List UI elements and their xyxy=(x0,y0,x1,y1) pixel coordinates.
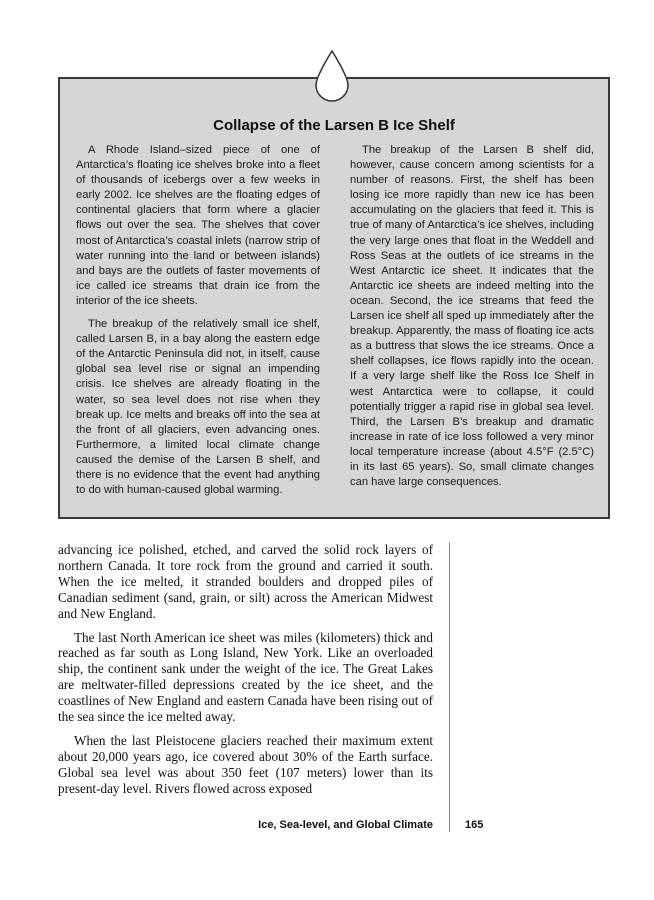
body-paragraph: The last North American ice sheet was miles (kilometers) thick and reached as far south as Long Island, New York. Like an overloaded ship, the continent sank under the weight of the ice. The Great Lakes are meltwater-filled depressions created by the ice sheet, and the coastlines of New England and eastern Canada have been rising out of the sea since the ice melted away. xyxy=(58,629,433,725)
body-paragraph: advancing ice polished, etched, and carved the solid rock layers of northern Canada. It tore rock from the ground and carried it south. When the ice melted, it stranded boulders and dropped piles of Canadian sediment (sand, grain, or silt) across the American Midwest and New England. xyxy=(58,542,433,621)
sidebar-title: Collapse of the Larsen B Ice Shelf xyxy=(213,117,455,134)
page-number: 165 xyxy=(465,819,484,831)
main-body-text xyxy=(58,542,433,805)
running-footer-title: Ice, Sea-level, and Global Climate xyxy=(258,819,433,831)
sidebar-column-right xyxy=(350,143,594,498)
body-paragraph: When the last Pleistocene glaciers reached their maximum extent about 20,000 years ago, ice covered about 30% of the Earth surface. Global sea level was about 350 feet (107 meters) lower than its present-day level. Rivers flowed across exposed xyxy=(58,732,433,796)
water-drop-icon xyxy=(311,48,353,102)
sidebar-paragraph: The breakup of the relatively small ice shelf, called Larsen B, in a bay along the eastern edge of the Antarctic Peninsula did not, in itself, cause global sea level rise or signal an impending crisis. Ice shelves are already floating in the water, so sea level does not rise when they break up. Ice melts and breaks off into the sea at the front of all glaciers, even advancing ones. Furthermore, a limited local climate change caused the demise of the Larsen B shelf, and there is no evidence that the event had anything to do with human-caused global warming. xyxy=(76,318,320,497)
sidebar-paragraph: A Rhode Island–sized piece of one of Antarctica’s floating ice shelves broke into a fleet of thousands of icebergs over a few weeks in early 2002. Ice shelves are the floating edges of continental glaciers that form where a glacier flows out over the sea. The shelves that cover most of Antarctica’s coastal inlets (narrow strip of water running into the land or between islands) and bays are the outlets of faster movements of ice called ice streams that drain ice from the interior of the ice sheets. xyxy=(76,144,320,307)
sidebar-paragraph: The breakup of the Larsen B shelf did, however, cause concern among scientists for a number of reasons. First, the shelf has been losing ice more rapidly than new ice has been accumulating on the glaciers that feed it. This is true of many of Antarctica’s ice shelves, including the very large ones that float in the Weddell and Ross Seas at the outlets of ice streams in the West Antarctic ice sheet. It indicates that the Antarctic ice sheets are indeed melting into the ocean. Second, the ice streams that feed the Larsen ice shelf all sped up immediately after the breakup. Apparently, the mass of floating ice acts as a buttress that slows the ice streams. Once a shelf collapses, ice flows rapidly into the ocean. If a very large shelf like the Ross Ice Shelf in west Antarctica were to collapse, it could potentially trigger a rapid rise in global sea level. Third, the Larsen B’s breakup and dramatic increase in rate of ice loss followed a very minor local temperature increase (about 4.5°F (2.5°C) in its last 65 years). So, small climate changes can have large consequences. xyxy=(350,144,594,489)
sidebar-column-left xyxy=(76,143,320,506)
sidebar-box xyxy=(58,77,610,519)
margin-rule xyxy=(449,542,450,832)
